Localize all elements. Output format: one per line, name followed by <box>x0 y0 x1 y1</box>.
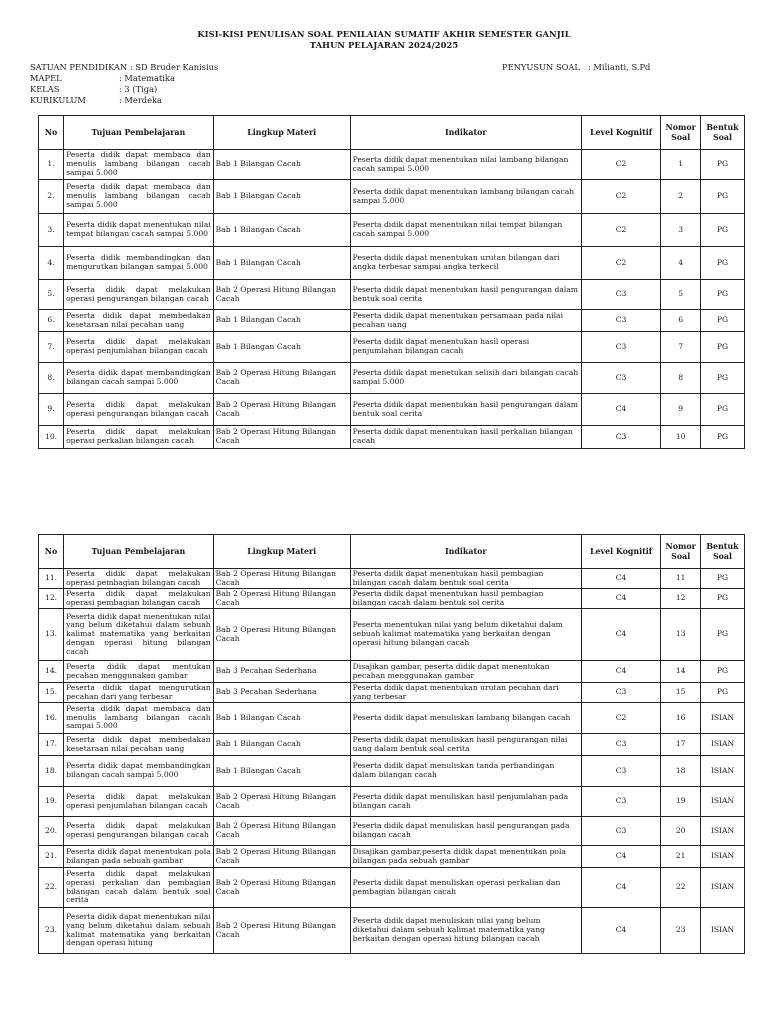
meta-mapel <box>30 73 175 83</box>
cell-lingkup: Bab 1 Bilangan Cacah <box>213 734 350 756</box>
cell-bentuk: ISIAN <box>701 908 745 954</box>
col-header-bentuk <box>701 535 745 569</box>
cell-lingkup: Bab 2 Operasi Hitung Bilangan Cacah <box>213 394 350 426</box>
cell-nomor: 22 <box>661 868 701 908</box>
cell-indikator: Peserta didik dapat menuliskan hasil pengurangan pada bilangan cacah <box>350 817 581 846</box>
cell-lingkup: Bab 1 Bilangan Cacah <box>213 756 350 787</box>
cell-no: 9. <box>39 394 64 426</box>
cell-no: 18. <box>39 756 64 787</box>
cell-no: 15. <box>39 683 64 703</box>
table-row <box>39 280 745 310</box>
table-row <box>39 394 745 426</box>
cell-indikator: Peserta didik dapat menuliskan hasil pengurangan nilai uang dalam bentuk soal cerita <box>350 734 581 756</box>
table-row <box>39 363 745 394</box>
cell-tujuan: Peserta didik membandingkan dan mengurutkan bilangan sampai 5.000 <box>64 247 214 280</box>
col-header-bentuk-line2: Soal <box>712 132 733 142</box>
cell-no: 1. <box>39 150 64 180</box>
cell-nomor: 8 <box>661 363 701 394</box>
table-row <box>39 569 745 589</box>
cell-level: C4 <box>581 868 660 908</box>
table-row <box>39 247 745 280</box>
cell-level: C3 <box>581 332 660 363</box>
cell-nomor: 3 <box>661 214 701 247</box>
cell-indikator: Peserta didik dapat menetukan selisih dari bilangan cacah sampai 5.000 <box>350 363 581 394</box>
table-row <box>39 180 745 214</box>
cell-nomor: 10 <box>661 426 701 449</box>
cell-tujuan: Peserta didik dapat melakukan operasi pengurangan bilangan cacah <box>64 280 214 310</box>
cell-lingkup: Bab 2 Operasi Hitung Bilangan Cacah <box>213 589 350 609</box>
table-header-row <box>39 116 745 150</box>
cell-level: C2 <box>581 180 660 214</box>
cell-nomor: 19 <box>661 787 701 817</box>
cell-tujuan: Peserta didik dapat membandingkan bilangan cacah sampai 5.000 <box>64 756 214 787</box>
cell-nomor: 15 <box>661 683 701 703</box>
meta-value: : 3 (Tiga) <box>119 84 158 94</box>
cell-tujuan: Peserta didik dapat melakukan operasi perkalian dan pembagian bilangan cacah dalam bentuk soal cerita <box>64 868 214 908</box>
cell-tujuan: Peserta didik dapat menentukan nilai yang belum diketahui dalam sebuah kalimat matematika yang berkaitan dengan operasi hitung bilangan cacah <box>64 609 214 661</box>
meta-value: : SD Bruder Kanisius <box>129 62 219 72</box>
meta-value: : Merdeka <box>119 95 162 105</box>
cell-nomor: 12 <box>661 589 701 609</box>
cell-tujuan: Peserta didik dapat menentukan nilai yang belum diketahui dalam sebuah kalimat matematika yang berkaitan dengan operasi hitung <box>64 908 214 954</box>
cell-bentuk: PG <box>701 332 745 363</box>
col-header-no: No <box>39 535 64 569</box>
cell-indikator: Peserta didik dapat menentukan urutan pecahan dari yang terbesar <box>350 683 581 703</box>
cell-tujuan: Peserta didik dapat melakukan operasi pembagian bilangan cacah <box>64 589 214 609</box>
cell-lingkup: Bab 3 Pecahan Sederhana <box>213 683 350 703</box>
cell-level: C4 <box>581 569 660 589</box>
col-header-level: Level Kognitif <box>581 116 660 150</box>
document-subtitle: TAHUN PELAJARAN 2024/2025 <box>309 40 459 50</box>
table-row <box>39 332 745 363</box>
cell-indikator: Peserta didik dapat menentukan nilai tempat bilangan cacah sampai 5.000 <box>350 214 581 247</box>
cell-nomor: 9 <box>661 394 701 426</box>
table-row <box>39 310 745 332</box>
cell-no: 22. <box>39 868 64 908</box>
col-header-nomor-line2: Soal <box>671 551 691 561</box>
col-header-level: Level Kognitif <box>581 535 660 569</box>
cell-lingkup: Bab 2 Operasi Hitung Bilangan Cacah <box>213 817 350 846</box>
cell-level: C2 <box>581 247 660 280</box>
cell-indikator: Disajikan gambar,peserta didik dapat menentukan pola bilangan pada sebuah gambar <box>350 846 581 868</box>
cell-no: 5. <box>39 280 64 310</box>
table-row <box>39 589 745 609</box>
meta-label: SATUAN PENDIDIKAN <box>30 62 128 72</box>
col-header-tujuan: Tujuan Pembelajaran <box>64 116 214 150</box>
cell-no: 20. <box>39 817 64 846</box>
cell-lingkup: Bab 2 Operasi Hitung Bilangan Cacah <box>213 609 350 661</box>
cell-lingkup: Bab 1 Bilangan Cacah <box>213 214 350 247</box>
cell-nomor: 18 <box>661 756 701 787</box>
table-row <box>39 426 745 449</box>
cell-lingkup: Bab 1 Bilangan Cacah <box>213 310 350 332</box>
col-header-tujuan: Tujuan Pembelajaran <box>64 535 214 569</box>
table-1-body <box>39 150 745 449</box>
cell-nomor: 4 <box>661 247 701 280</box>
table-row <box>39 787 745 817</box>
cell-level: C3 <box>581 683 660 703</box>
col-header-nomor <box>661 535 701 569</box>
table-row <box>39 661 745 683</box>
table-row <box>39 683 745 703</box>
cell-no: 6. <box>39 310 64 332</box>
cell-tujuan: Peserta didik dapat melakukan operasi pembagian bilangan cacah <box>64 569 214 589</box>
cell-tujuan: Peserta didik dapat membaca dan menulis lambang bilangan cacah sampai 5.000 <box>64 180 214 214</box>
cell-tujuan: Peserta didik dapat menentukan pola bilangan pada sebuah gambar <box>64 846 214 868</box>
document-title: KISI-KISI PENULISAN SOAL PENILAIAN SUMATIF AKHIR SEMESTER GANJIL <box>197 29 571 39</box>
cell-level: C3 <box>581 426 660 449</box>
table-row <box>39 703 745 734</box>
cell-indikator: Peserta didik dapat menuliskan tanda perbandingan dalam bilangan cacah <box>350 756 581 787</box>
col-header-no: No <box>39 116 64 150</box>
cell-lingkup: Bab 2 Operasi Hitung Bilangan Cacah <box>213 363 350 394</box>
kisi-table-2 <box>38 534 745 954</box>
cell-tujuan: Peserta didik dapat membaca dan menulis lambang bilangan cacah sampai 5.000 <box>64 150 214 180</box>
cell-no: 12. <box>39 589 64 609</box>
cell-nomor: 2 <box>661 180 701 214</box>
cell-nomor: 17 <box>661 734 701 756</box>
cell-no: 17. <box>39 734 64 756</box>
meta-label: KURIKULUM <box>30 95 86 105</box>
cell-tujuan: Peserta didik dapat mentukan pecahan menggunakan gambar <box>64 661 214 683</box>
cell-bentuk: PG <box>701 589 745 609</box>
meta-kurikulum <box>30 95 162 105</box>
cell-bentuk: PG <box>701 609 745 661</box>
cell-bentuk: ISIAN <box>701 846 745 868</box>
cell-tujuan: Peserta didik dapat melakukan operasi pengurangan bilangan cacah <box>64 817 214 846</box>
cell-no: 19. <box>39 787 64 817</box>
cell-bentuk: PG <box>701 310 745 332</box>
cell-tujuan: Peserta didik dapat melakukan operasi penjumlahan bilangan cacah <box>64 787 214 817</box>
cell-bentuk: ISIAN <box>701 868 745 908</box>
cell-lingkup: Bab 1 Bilangan Cacah <box>213 247 350 280</box>
cell-nomor: 1 <box>661 150 701 180</box>
cell-lingkup: Bab 1 Bilangan Cacah <box>213 332 350 363</box>
cell-tujuan: Peserta didik dapat melakukan operasi penjumlahan bilangan cacah <box>64 332 214 363</box>
cell-bentuk: PG <box>701 683 745 703</box>
cell-no: 10. <box>39 426 64 449</box>
col-header-nomor-line1: Nomor <box>665 542 696 551</box>
cell-tujuan: Peserta didik dapat melakukan operasi pengurangan bilangan cacah <box>64 394 214 426</box>
cell-level: C4 <box>581 661 660 683</box>
cell-lingkup: Bab 2 Operasi Hitung Bilangan Cacah <box>213 908 350 954</box>
cell-bentuk: PG <box>701 150 745 180</box>
cell-no: 11. <box>39 569 64 589</box>
cell-indikator: Peserta didik dapat menentukan hasil pengurangan dalam bentuk soal cerita <box>350 394 581 426</box>
cell-indikator: Peserta didik dapat menuliskan hasil penjumlahan pada bilangan cacah <box>350 787 581 817</box>
cell-lingkup: Bab 2 Operasi Hitung Bilangan Cacah <box>213 280 350 310</box>
cell-bentuk: PG <box>701 214 745 247</box>
col-header-bentuk-line1: Bentuk <box>706 123 739 132</box>
cell-no: 3. <box>39 214 64 247</box>
cell-lingkup: Bab 3 Pecahan Sederhana <box>213 661 350 683</box>
cell-indikator: Peserta didik dapat menentukan hasil pembagian bilangan cacah dalam bentuk soal cerita <box>350 569 581 589</box>
table-row <box>39 908 745 954</box>
cell-nomor: 16 <box>661 703 701 734</box>
table-header-row <box>39 535 745 569</box>
cell-lingkup: Bab 2 Operasi Hitung Bilangan Cacah <box>213 426 350 449</box>
cell-no: 21. <box>39 846 64 868</box>
cell-indikator: Peserta didik dapat menuliskan lambang bilangan cacah <box>350 703 581 734</box>
meta-label: MAPEL <box>30 73 62 83</box>
cell-nomor: 11 <box>661 569 701 589</box>
cell-indikator: Peserta didik dapat menuliskan operasi perkalian dan pembagian bilangan cacah <box>350 868 581 908</box>
cell-bentuk: PG <box>701 363 745 394</box>
col-header-bentuk-line1: Bentuk <box>706 542 739 551</box>
cell-bentuk: ISIAN <box>701 703 745 734</box>
meta-kelas <box>30 84 157 94</box>
table-row <box>39 817 745 846</box>
cell-level: C3 <box>581 734 660 756</box>
cell-bentuk: PG <box>701 180 745 214</box>
cell-tujuan: Peserta didik dapat melakukan operasi perkalian bilangan cacah <box>64 426 214 449</box>
cell-indikator: Peserta didik dapat menentukan hasil perkalian bilangan cacah <box>350 426 581 449</box>
cell-lingkup: Bab 2 Operasi Hitung Bilangan Cacah <box>213 868 350 908</box>
table-row <box>39 868 745 908</box>
cell-nomor: 21 <box>661 846 701 868</box>
col-header-bentuk <box>701 116 745 150</box>
cell-lingkup: Bab 1 Bilangan Cacah <box>213 703 350 734</box>
cell-nomor: 6 <box>661 310 701 332</box>
table-row <box>39 214 745 247</box>
cell-tujuan: Peserta didik dapat membedakan kesetaraan nilai pecahan uang <box>64 310 214 332</box>
cell-level: C4 <box>581 394 660 426</box>
col-header-indikator: Indikator <box>350 535 581 569</box>
table-row <box>39 734 745 756</box>
cell-bentuk: ISIAN <box>701 787 745 817</box>
cell-no: 7. <box>39 332 64 363</box>
meta-value: : Matematika <box>119 73 175 83</box>
col-header-nomor-line2: Soal <box>671 132 691 142</box>
cell-level: C3 <box>581 817 660 846</box>
cell-lingkup: Bab 1 Bilangan Cacah <box>213 150 350 180</box>
cell-indikator: Peserta didik dapat menentukan lambang bilangan cacah sampai 5.000 <box>350 180 581 214</box>
cell-tujuan: Peserta didik dapat membedakan kesetaraan nilai pecahan uang <box>64 734 214 756</box>
cell-indikator: Peserta didik dapat menentukan hasil pembagian bilangan cacah dalam bentuk sol cerita <box>350 589 581 609</box>
cell-level: C3 <box>581 363 660 394</box>
cell-no: 4. <box>39 247 64 280</box>
cell-no: 16. <box>39 703 64 734</box>
col-header-nomor <box>661 116 701 150</box>
cell-nomor: 23 <box>661 908 701 954</box>
kisi-table-1 <box>38 115 745 449</box>
cell-no: 14. <box>39 661 64 683</box>
table-row <box>39 846 745 868</box>
cell-indikator: Disajikan gambar, peserta didik dapat menentukan pecahan menggunakan gambar <box>350 661 581 683</box>
cell-level: C2 <box>581 214 660 247</box>
col-header-lingkup: Lingkup Materi <box>213 535 350 569</box>
cell-tujuan: Peserta didik dapat membaca dan menulis lambang bilangan cacah sampai 5.000 <box>64 703 214 734</box>
cell-indikator: Peserta didik dapat menentukan hasil operasi penjumlahan bilangan cacah <box>350 332 581 363</box>
cell-level: C2 <box>581 150 660 180</box>
cell-lingkup: Bab 1 Bilangan Cacah <box>213 180 350 214</box>
cell-tujuan: Peserta didik dapat membandingkan bilangan cacah sampai 5.000 <box>64 363 214 394</box>
cell-bentuk: ISIAN <box>701 734 745 756</box>
cell-indikator: Peserta didik dapat menentukan urutan bilangan dari angka terbesar sampai angka terkecil <box>350 247 581 280</box>
cell-nomor: 13 <box>661 609 701 661</box>
cell-nomor: 14 <box>661 661 701 683</box>
cell-level: C4 <box>581 609 660 661</box>
cell-bentuk: PG <box>701 394 745 426</box>
cell-indikator: Peserta didik dapat menentukan persamaan pada nilai pecahan uang <box>350 310 581 332</box>
meta-label: KELAS <box>30 84 60 94</box>
meta-label: PENYUSUN SOAL <box>502 62 580 72</box>
cell-indikator: Peserta didik dapat menentukan hasil pengurangan dalam bentuk soal cerita <box>350 280 581 310</box>
col-header-nomor-line1: Nomor <box>665 123 696 132</box>
cell-nomor: 7 <box>661 332 701 363</box>
cell-indikator: Peserta didik dapat menuliskan nilai yang belum diketahui dalam sebuah kalimat matematika yang berkaitan dengan operasi hitung bilangan cacah <box>350 908 581 954</box>
cell-bentuk: ISIAN <box>701 756 745 787</box>
cell-level: C3 <box>581 787 660 817</box>
table-row <box>39 150 745 180</box>
cell-level: C3 <box>581 310 660 332</box>
meta-value: : Milianti, S.Pd <box>588 62 651 72</box>
cell-no: 13. <box>39 609 64 661</box>
cell-lingkup: Bab 2 Operasi Hitung Bilangan Cacah <box>213 846 350 868</box>
cell-lingkup: Bab 2 Operasi Hitung Bilangan Cacah <box>213 787 350 817</box>
meta-satuan <box>30 62 218 72</box>
cell-level: C4 <box>581 908 660 954</box>
cell-nomor: 20 <box>661 817 701 846</box>
table-2-body <box>39 569 745 954</box>
cell-no: 8. <box>39 363 64 394</box>
cell-level: C2 <box>581 703 660 734</box>
col-header-bentuk-line2: Soal <box>712 551 733 561</box>
meta-penyusun <box>502 62 650 72</box>
cell-level: C4 <box>581 846 660 868</box>
cell-bentuk: PG <box>701 661 745 683</box>
cell-tujuan: Peserta didik dapat mengurutkan pecahan dari yang terbesar <box>64 683 214 703</box>
cell-level: C3 <box>581 756 660 787</box>
cell-bentuk: PG <box>701 426 745 449</box>
cell-lingkup: Bab 2 Operasi Hitung Bilangan Cacah <box>213 569 350 589</box>
cell-no: 23. <box>39 908 64 954</box>
table-row <box>39 609 745 661</box>
cell-bentuk: PG <box>701 280 745 310</box>
cell-bentuk: PG <box>701 569 745 589</box>
cell-indikator: Peserta didik dapat menentukan nilai lambang bilangan cacah sampai 5.000 <box>350 150 581 180</box>
cell-no: 2. <box>39 180 64 214</box>
col-header-indikator: Indikator <box>350 116 581 150</box>
cell-level: C4 <box>581 589 660 609</box>
cell-level: C3 <box>581 280 660 310</box>
col-header-lingkup: Lingkup Materi <box>213 116 350 150</box>
cell-bentuk: PG <box>701 247 745 280</box>
cell-tujuan: Peserta didik dapat menentukan nilai tempat bilangan cacah sampai 5.000 <box>64 214 214 247</box>
cell-nomor: 5 <box>661 280 701 310</box>
table-row <box>39 756 745 787</box>
cell-bentuk: ISIAN <box>701 817 745 846</box>
cell-indikator: Peserta menentukan nilai yang belum diketahui dalam sebuah kalimat matematika yang berkaitan dengan operasi hitung bilangan cacah <box>350 609 581 661</box>
